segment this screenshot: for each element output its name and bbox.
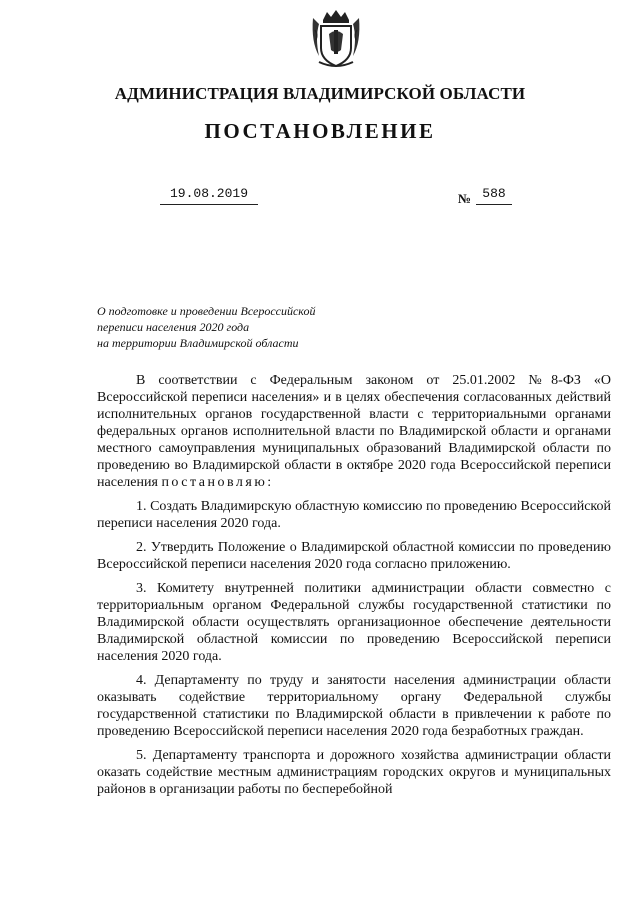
document-type: ПОСТАНОВЛЕНИЕ <box>204 119 436 143</box>
organization-name: АДМИНИСТРАЦИЯ ВЛАДИМИРСКОЙ ОБЛАСТИ <box>114 84 526 103</box>
subject-line: переписи населения 2020 года <box>97 320 250 334</box>
preamble-text: В соответствии с Федеральным законом от 25.01.2002 №8-ФЗ «О Всероссийской переписи населения» и в целях обеспечения согласованных действий исполнительных органов государственной власти с территориальными органами федеральных органов исполнительной власти по Владимирской области и органами местного самоуправления муниципальных образований Владимирской области по проведению во Владимирской области в октябре 2020 года Всероссийской переписи населения <box>97 373 611 490</box>
document-number: 588 <box>476 186 512 205</box>
coat-of-arms-icon <box>309 8 363 70</box>
subject-line: О подготовке и проведении Всероссийской <box>97 304 316 318</box>
preamble-paragraph <box>97 372 611 491</box>
clause-5: 5. Департаменту транспорта и дорожного хозяйства администрации области оказать содействие местным администрациям городских округов и муниципальных районов в организации работы по бесперебойной <box>97 748 611 797</box>
clause-2: 2. Утвердить Положение о Владимирской областной комиссии по проведению Всероссийской переписи населения 2020 года согласно приложению. <box>97 540 611 572</box>
document-date: 19.08.2019 <box>160 186 258 205</box>
document-body <box>97 372 611 805</box>
clause-3: 3. Комитету внутренней политики администрации области совместно с территориальным органом Федеральной службы государственной статистики по Владимирской области осуществлять организационное обеспечение деятельности Владимирской областной комиссии по проведению Всероссийской переписи населения 2020 года. <box>97 581 611 664</box>
clause-4: 4. Департаменту по труду и занятости населения администрации области оказывать содействие территориальному органу Федеральной службы государственной статистики по Владимирской области в привлечении к работе по проведению Всероссийской переписи населения 2020 года безработных граждан. <box>97 673 611 739</box>
number-label: № <box>458 191 472 206</box>
subject-line: на территории Владимирской области <box>97 336 299 350</box>
document-subject <box>97 303 377 351</box>
clause-1: 1. Создать Владимирскую областную комиссию по проведению Всероссийской переписи населения 2020 года. <box>97 499 611 531</box>
resolve-word: постановляю: <box>161 475 274 490</box>
